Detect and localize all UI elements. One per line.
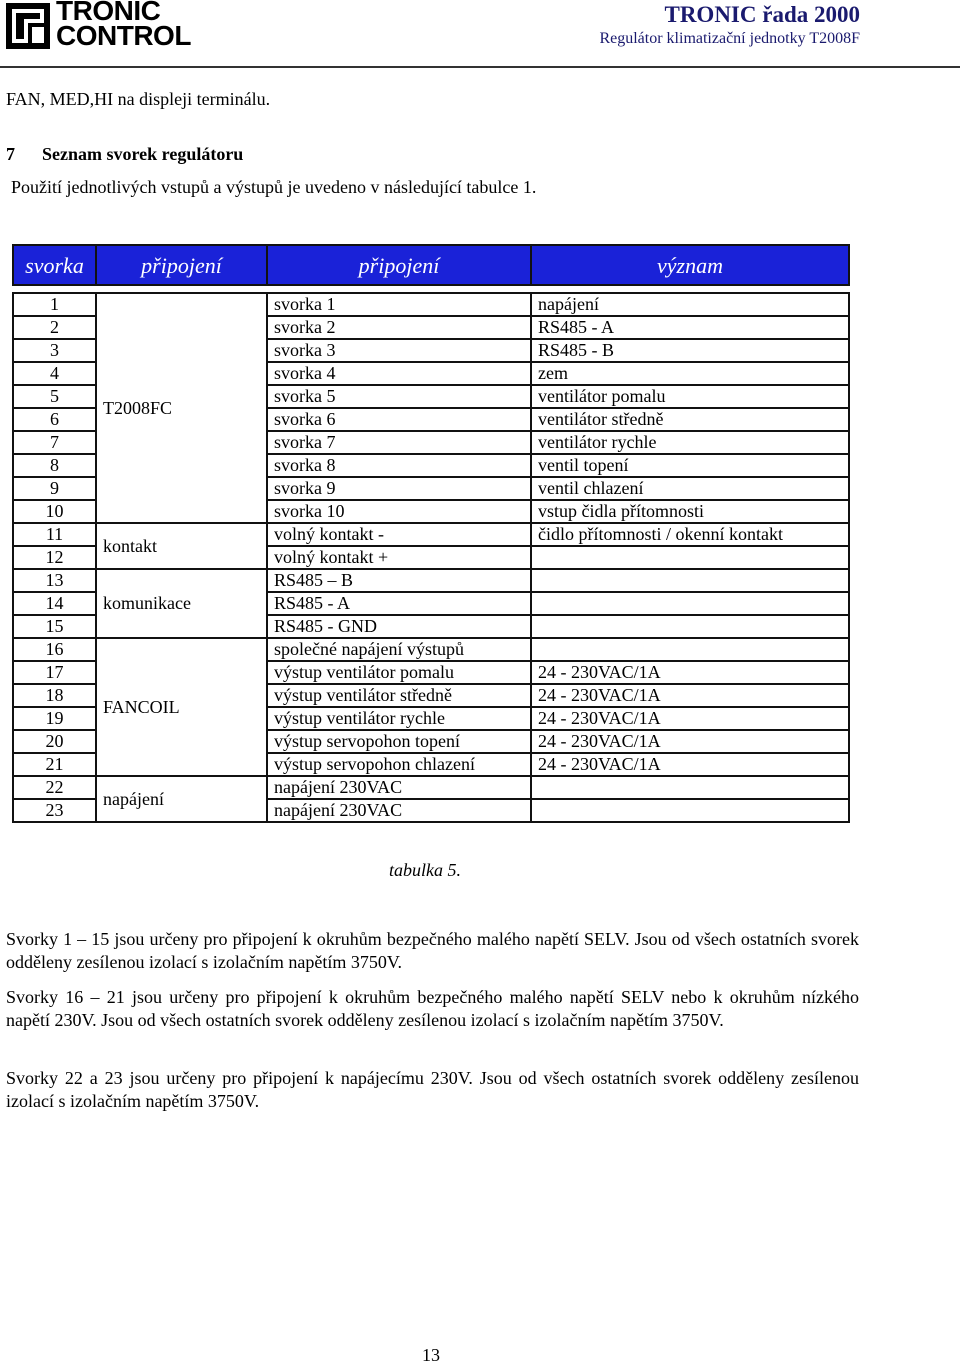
table-row bbox=[13, 523, 849, 546]
connection-cell: svorka 3 bbox=[267, 339, 531, 362]
meaning-cell bbox=[531, 638, 849, 661]
connection-cell: napájení 230VAC bbox=[267, 776, 531, 799]
meaning-cell bbox=[531, 546, 849, 569]
terminal-number: 20 bbox=[13, 730, 96, 753]
connection-cell: svorka 2 bbox=[267, 316, 531, 339]
group-fancoil: FANCOIL bbox=[96, 638, 267, 776]
meaning-cell bbox=[531, 569, 849, 592]
meaning-cell: 24 - 230VAC/1A bbox=[531, 753, 849, 776]
section-number: 7 bbox=[6, 144, 15, 164]
terminal-number: 1 bbox=[13, 293, 96, 316]
document-title: TRONIC řada 2000 bbox=[664, 2, 860, 27]
terminal-number: 23 bbox=[13, 799, 96, 822]
lead-text: Použití jednotlivých vstupů a výstupů je uvedeno v následující tabulce 1. bbox=[11, 177, 537, 197]
connection-cell: svorka 9 bbox=[267, 477, 531, 500]
connection-cell: výstup ventilátor rychle bbox=[267, 707, 531, 730]
terminal-number: 7 bbox=[13, 431, 96, 454]
meaning-cell: ventil chlazení bbox=[531, 477, 849, 500]
group-komunikace: komunikace bbox=[96, 569, 267, 638]
table-row bbox=[13, 293, 849, 316]
connection-cell: RS485 - GND bbox=[267, 615, 531, 638]
connection-cell: výstup servopohon topení bbox=[267, 730, 531, 753]
terminal-number: 11 bbox=[13, 523, 96, 546]
terminal-number: 22 bbox=[13, 776, 96, 799]
meaning-cell: 24 - 230VAC/1A bbox=[531, 661, 849, 684]
meaning-cell: napájení bbox=[531, 293, 849, 316]
terminal-number: 10 bbox=[13, 500, 96, 523]
meaning-cell: vstup čidla přítomnosti bbox=[531, 500, 849, 523]
connection-cell: společné napájení výstupů bbox=[267, 638, 531, 661]
header-divider bbox=[0, 66, 960, 68]
meaning-cell: 24 - 230VAC/1A bbox=[531, 730, 849, 753]
header-pripojeni: připojení bbox=[267, 245, 531, 285]
meaning-cell: ventilátor pomalu bbox=[531, 385, 849, 408]
group-napajeni: napájení bbox=[96, 776, 267, 822]
table-row bbox=[13, 776, 849, 799]
terminal-number: 15 bbox=[13, 615, 96, 638]
terminal-number: 17 bbox=[13, 661, 96, 684]
connection-cell: svorka 8 bbox=[267, 454, 531, 477]
table-row bbox=[13, 638, 849, 661]
connection-cell: volný kontakt + bbox=[267, 546, 531, 569]
group-t2008fc: T2008FC bbox=[96, 293, 267, 523]
meaning-cell bbox=[531, 592, 849, 615]
connection-cell: výstup ventilátor pomalu bbox=[267, 661, 531, 684]
tronic-logo-icon bbox=[6, 3, 50, 49]
meaning-cell: ventilátor středně bbox=[531, 408, 849, 431]
paragraph-selv: Svorky 1 – 15 jsou určeny pro připojení k okruhům bezpečného malého napětí SELV. Jsou od všech ostatních svorek odděleny zesílenou izolací s izolačním napětím 3750V. bbox=[6, 929, 859, 972]
meaning-cell: ventil topení bbox=[531, 454, 849, 477]
section-title: Seznam svorek regulátoru bbox=[42, 144, 244, 164]
connection-cell: svorka 4 bbox=[267, 362, 531, 385]
terminal-number: 6 bbox=[13, 408, 96, 431]
terminal-number: 4 bbox=[13, 362, 96, 385]
terminal-number: 16 bbox=[13, 638, 96, 661]
meaning-cell: čidlo přítomnosti / okenní kontakt bbox=[531, 523, 849, 546]
terminal-number: 5 bbox=[13, 385, 96, 408]
meaning-cell: RS485 - A bbox=[531, 316, 849, 339]
terminal-number: 18 bbox=[13, 684, 96, 707]
terminal-table bbox=[12, 244, 850, 823]
logo-wordmark: TRONIC CONTROL bbox=[56, 0, 191, 51]
company-logo bbox=[6, 2, 196, 52]
connection-cell: svorka 5 bbox=[267, 385, 531, 408]
connection-cell: svorka 6 bbox=[267, 408, 531, 431]
table-caption: tabulka 5. bbox=[389, 860, 461, 880]
terminal-number: 14 bbox=[13, 592, 96, 615]
connection-cell: RS485 – B bbox=[267, 569, 531, 592]
meaning-cell bbox=[531, 799, 849, 822]
group-kontakt: kontakt bbox=[96, 523, 267, 569]
section-heading bbox=[6, 144, 243, 165]
meaning-cell: ventilátor rychle bbox=[531, 431, 849, 454]
terminal-number: 8 bbox=[13, 454, 96, 477]
connection-cell: svorka 10 bbox=[267, 500, 531, 523]
terminal-number: 13 bbox=[13, 569, 96, 592]
meaning-cell bbox=[531, 776, 849, 799]
terminal-number: 19 bbox=[13, 707, 96, 730]
connection-cell: napájení 230VAC bbox=[267, 799, 531, 822]
terminal-number: 12 bbox=[13, 546, 96, 569]
page-number: 13 bbox=[422, 1345, 440, 1365]
header-svorka: svorka bbox=[13, 245, 96, 285]
table-row bbox=[13, 569, 849, 592]
intro-text: FAN, MED,HI na displeji terminálu. bbox=[6, 89, 271, 109]
meaning-cell: zem bbox=[531, 362, 849, 385]
connection-cell: výstup servopohon chlazení bbox=[267, 753, 531, 776]
connection-cell: výstup ventilátor středně bbox=[267, 684, 531, 707]
meaning-cell: 24 - 230VAC/1A bbox=[531, 684, 849, 707]
connection-cell: volný kontakt - bbox=[267, 523, 531, 546]
meaning-cell bbox=[531, 615, 849, 638]
terminal-number: 2 bbox=[13, 316, 96, 339]
paragraph-napajeni: Svorky 22 a 23 jsou určeny pro připojení k napájecímu 230V. Jsou od všech ostatních svorek odděleny zesílenou izolací s izolačním napětím 3750V. bbox=[6, 1068, 859, 1111]
header-vyznam: význam bbox=[531, 245, 849, 285]
table-header-row bbox=[13, 245, 849, 285]
connection-cell: svorka 1 bbox=[267, 293, 531, 316]
terminal-number: 3 bbox=[13, 339, 96, 362]
meaning-cell: RS485 - B bbox=[531, 339, 849, 362]
terminal-number: 21 bbox=[13, 753, 96, 776]
terminal-number: 9 bbox=[13, 477, 96, 500]
header-pripojeni-group: připojení bbox=[96, 245, 267, 285]
meaning-cell: 24 - 230VAC/1A bbox=[531, 707, 849, 730]
connection-cell: RS485 - A bbox=[267, 592, 531, 615]
connection-cell: svorka 7 bbox=[267, 431, 531, 454]
document-subtitle: Regulátor klimatizační jednotky T2008F bbox=[599, 30, 860, 47]
paragraph-selv-230v: Svorky 16 – 21 jsou určeny pro připojení k okruhům bezpečného malého napětí SELV nebo k okruhům nízkého napětí 230V. Jsou od všech ostatních svorek odděleny zesílenou izolací s izolačním napětím 3750V. bbox=[6, 987, 859, 1030]
